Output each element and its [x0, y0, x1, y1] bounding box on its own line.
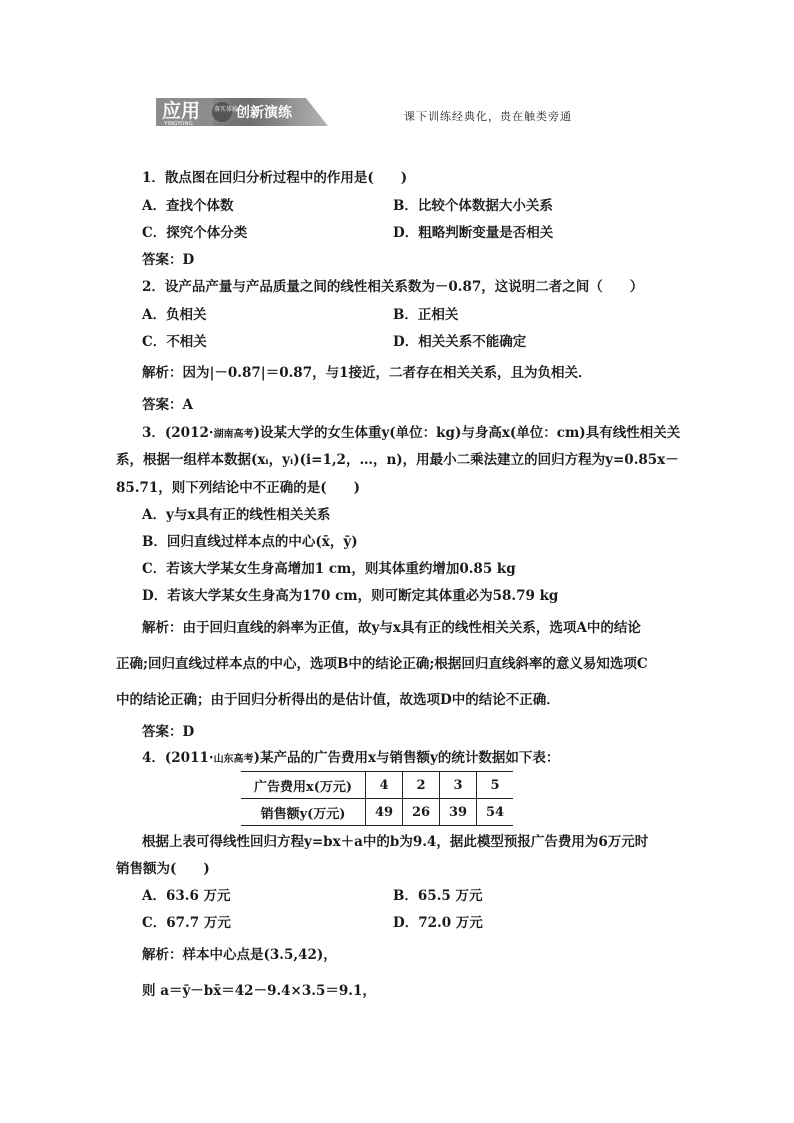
table-cell: 54: [477, 799, 514, 826]
table-cell: 4: [366, 772, 403, 799]
q3-analysis-line3: 中的结论正确；由于回归分析得出的是估计值，故选项D中的结论不正确．: [116, 692, 560, 708]
banner-sub-text: 创新演练: [236, 105, 292, 121]
q4-option-c: C．67.7 万元: [142, 915, 231, 931]
q4-text-line2: 销售额为( ): [116, 861, 210, 877]
q4-stem: [142, 746, 559, 766]
banner-graphic: [156, 96, 328, 128]
q1-option-a: A．查找个体数: [142, 198, 234, 214]
q4-analysis-line1: 解析：样本中心点是(3.5,42)，: [142, 947, 337, 963]
table-cell: 49: [366, 799, 403, 826]
q1-option-d: D．粗略判断变量是否相关: [393, 225, 554, 241]
motto: 课下训练经典化，贵在触类旁通: [404, 110, 572, 123]
q3-stem-line2: 系，根据一组样本数据(xᵢ，yᵢ)(i=1,2，…，n)，用最小二乘法建立的回归方程为y=0.85x－: [116, 452, 679, 468]
data-table: [241, 771, 513, 826]
table-cell: 2: [403, 772, 440, 799]
q4-number: 4．(2011·: [142, 750, 214, 766]
q4-option-d: D．72.0 万元: [393, 915, 483, 931]
q3-number: 3．(2012·: [142, 425, 214, 441]
q3-stem-line1: )设某大学的女生体重y(单位：kg)与身高x(单位：cm)具有线性相关关: [253, 425, 681, 441]
banner-main-text: 应用: [162, 100, 201, 122]
q3-option-c: C．若该大学某女生身高增加1 cm，则其体重约增加0.85 kg: [142, 561, 516, 577]
table-row: [241, 799, 513, 826]
q2-option-b: B．正相关: [393, 307, 459, 323]
table-cell: 39: [440, 799, 477, 826]
q3-source: 湖南高考: [213, 429, 254, 440]
q2-option-d: D．相关关系不能确定: [393, 334, 527, 350]
table-cell: 26: [403, 799, 440, 826]
q2-option-c: C．不相关: [142, 334, 207, 350]
q4-stem-text: )某产品的广告费用x与销售额y的统计数据如下表：: [253, 750, 560, 766]
table-row: [241, 772, 513, 799]
banner-small-text: 落实体验: [214, 106, 239, 113]
table-cell: 5: [477, 772, 514, 799]
q4-option-a: A．63.6 万元: [142, 888, 231, 904]
table-row-label: 广告费用x(万元): [241, 772, 366, 799]
q3-line1: [142, 421, 680, 441]
table-cell: 3: [440, 772, 477, 799]
q2-stem: 2．设产品产量与产品质量之间的线性相关系数为－0.87，这说明二者之间（ ）: [142, 279, 644, 295]
q3-analysis-line1: 解析：由于回归直线的斜率为正值，故y与x具有正的线性相关关系，选项A中的结论: [142, 620, 641, 636]
q3-analysis-line2: 正确;回归直线过样本点的中心，选项B中的结论正确;根据回归直线斜率的意义易知选项C: [116, 656, 648, 672]
q1-stem: 1．散点图在回归分析过程中的作用是( ): [142, 170, 408, 186]
q1-option-c: C．探究个体分类: [142, 225, 248, 241]
q1-option-b: B．比较个体数据大小关系: [393, 198, 553, 214]
q4-analysis-line2: 则 a＝ȳ－bx̄＝42－9.4×3.5＝9.1，: [142, 983, 376, 999]
q2-analysis: 解析：因为|－0.87|＝0.87，与1接近，二者存在相关关系，且为负相关．: [142, 365, 592, 381]
q1-answer: 答案：D: [142, 252, 195, 268]
table-row-label: 销售额y(万元): [241, 799, 366, 826]
q4-text-line1: 根据上表可得线性回归方程y=bx＋a中的b为9.4，据此模型预报广告费用为6万元时: [142, 834, 649, 850]
q3-option-b: B．回归直线过样本点的中心(x̄，ȳ): [142, 534, 358, 550]
section-banner: [156, 96, 328, 128]
q3-option-d: D．若该大学某女生身高为170 cm，则可断定其体重必为58.79 kg: [142, 588, 559, 604]
q3-answer: 答案：D: [142, 724, 195, 740]
banner-pinyin: YINGYONG: [164, 121, 193, 127]
q2-answer: 答案：A: [142, 397, 193, 413]
q4-source: 山东高考: [213, 754, 254, 765]
q3-stem-line3: 85.71，则下列结论中不正确的是( ): [116, 480, 361, 496]
q3-option-a: A．y与x具有正的线性相关关系: [142, 507, 331, 523]
q4-option-b: B．65.5 万元: [393, 888, 483, 904]
q2-option-a: A．负相关: [142, 307, 207, 323]
